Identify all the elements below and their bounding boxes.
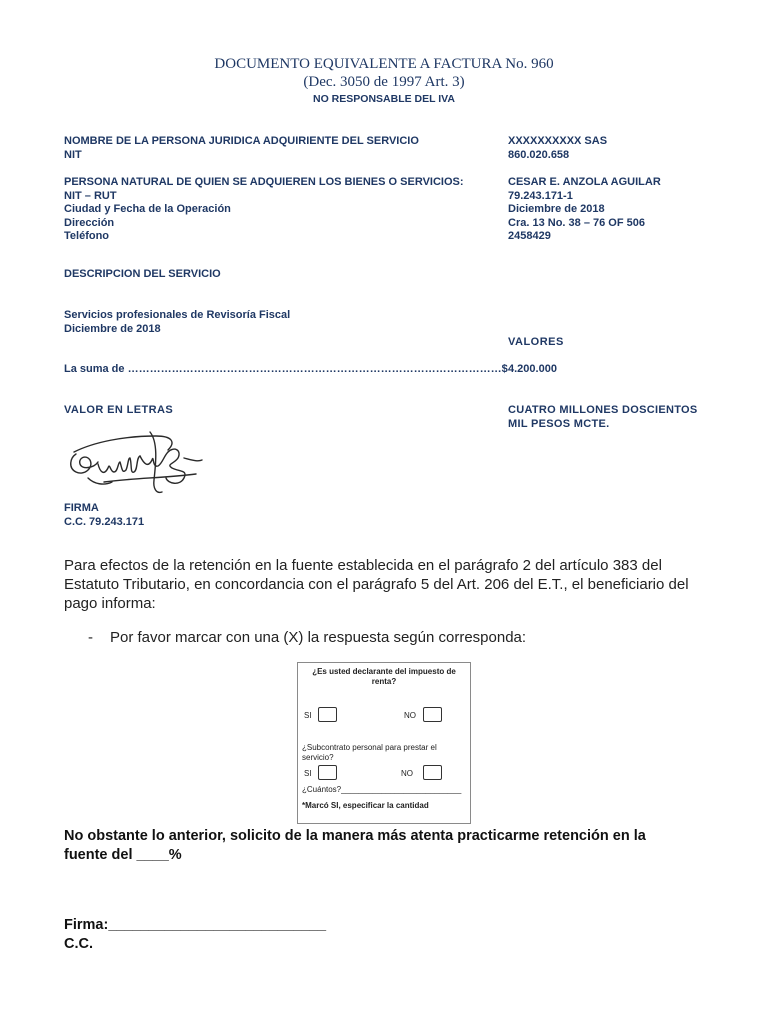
suma-value: 4.200.000 <box>508 363 557 375</box>
adquiriente-nit-value: 860.020.658 <box>508 148 570 161</box>
q2-si-checkbox[interactable] <box>318 765 337 780</box>
cuantos-field[interactable]: ¿Cuántos?___________________________ <box>302 785 462 794</box>
persona-phone-value: 2458429 <box>508 230 551 243</box>
question-declarante-line-2: renta? <box>371 676 397 686</box>
footer-cc-line: C.C. <box>64 936 93 952</box>
decree-reference: (Dec. 3050 de 1997 Art. 3) <box>303 74 465 90</box>
bullet-instruction: Por favor marcar con una (X) la respuesta según corresponda: <box>110 629 527 646</box>
q1-no-label: NO <box>404 711 416 720</box>
q2-no-checkbox[interactable] <box>423 765 442 780</box>
firma-block <box>64 502 144 529</box>
persona-nit-label: NIT – RUT <box>64 189 117 202</box>
question-declarante <box>302 667 466 686</box>
persona-name-label: PERSONA NATURAL DE QUIEN SE ADQUIEREN LOS BIENES O SERVICIOS: <box>64 176 464 188</box>
declarante-form <box>297 662 471 824</box>
adquiriente-name-value: XXXXXXXXXX SAS <box>508 135 608 147</box>
form-note: *Marcó SI, especificar la cantidad <box>302 801 429 810</box>
q1-si-label: SI <box>304 711 312 720</box>
q2-si-label: SI <box>304 769 312 778</box>
persona-address-value: Cra. 13 No. 38 – 76 OF 506 <box>508 216 645 229</box>
solicitud-line-2: fuente del ____% <box>64 847 182 863</box>
persona-labels <box>64 176 464 244</box>
solicitud-paragraph <box>64 827 724 865</box>
footer-signature <box>64 916 326 954</box>
persona-address-label: Dirección <box>64 216 115 229</box>
question-subcontrato <box>302 743 437 762</box>
retencion-line-1: Para efectos de la retención en la fuente establecida en el parágrafo 2 del artículo 383 del <box>64 557 662 574</box>
adquiriente-name-label: NOMBRE DE LA PERSONA JURIDICA ADQUIRIENTE DEL SERVICIO <box>64 135 419 147</box>
iva-status: NO RESPONSABLE DEL IVA <box>313 93 455 105</box>
q2-no-label: NO <box>401 769 413 778</box>
retencion-line-2: Estatuto Tributario, en concordancia con el parágrafo 5 del Art. 206 del E.T., el beneficiario del <box>64 576 689 593</box>
persona-values <box>508 176 661 244</box>
firma-cc: C.C. 79.243.171 <box>64 515 145 528</box>
q1-si-checkbox[interactable] <box>318 707 337 722</box>
adquiriente-labels <box>64 135 419 162</box>
valores-label: VALORES <box>508 336 564 348</box>
valor-letras-label: VALOR EN LETRAS <box>64 404 174 416</box>
adquiriente-values <box>508 135 607 162</box>
q1-no-checkbox[interactable] <box>423 707 442 722</box>
valor-letras-line-1: CUATRO MILLONES DOSCIENTOS <box>508 404 698 416</box>
signature-image <box>64 428 208 500</box>
footer-firma-line[interactable]: Firma:___________________________ <box>64 917 327 933</box>
question-declarante-line-1: ¿Es usted declarante del impuesto de <box>312 667 456 676</box>
question-subcontrato-line-1: ¿Subcontrato personal para prestar el <box>302 743 437 752</box>
suma-label: La suma de …………………………………………………………………………………………$ <box>64 363 508 375</box>
retencion-line-3: pago informa: <box>64 595 156 612</box>
firma-label: FIRMA <box>64 502 99 514</box>
bullet-marker: - <box>88 629 93 646</box>
persona-name-value: CESAR E. ANZOLA AGUILAR <box>508 176 661 188</box>
service-line-1: Servicios profesionales de Revisoría Fiscal <box>64 309 291 321</box>
service-description <box>64 309 290 336</box>
retencion-paragraph <box>64 556 714 613</box>
persona-city-date-label: Ciudad y Fecha de la Operación <box>64 203 231 216</box>
service-line-2: Diciembre de 2018 <box>64 322 161 335</box>
adquiriente-nit-label: NIT <box>64 148 82 161</box>
question-subcontrato-line-2: servicio? <box>302 752 334 762</box>
service-heading: DESCRIPCION DEL SERVICIO <box>64 268 221 280</box>
persona-phone-label: Teléfono <box>64 230 110 243</box>
valor-letras-line-2: MIL PESOS MCTE. <box>508 417 610 430</box>
document-title: DOCUMENTO EQUIVALENTE A FACTURA No. 960 <box>214 56 554 72</box>
solicitud-line-1: No obstante lo anterior, solicito de la manera más atenta practicarme retención en la <box>64 828 646 844</box>
persona-date-value: Diciembre de 2018 <box>508 203 605 216</box>
valor-letras-value <box>508 404 698 431</box>
persona-nit-value: 79.243.171-1 <box>508 189 573 202</box>
